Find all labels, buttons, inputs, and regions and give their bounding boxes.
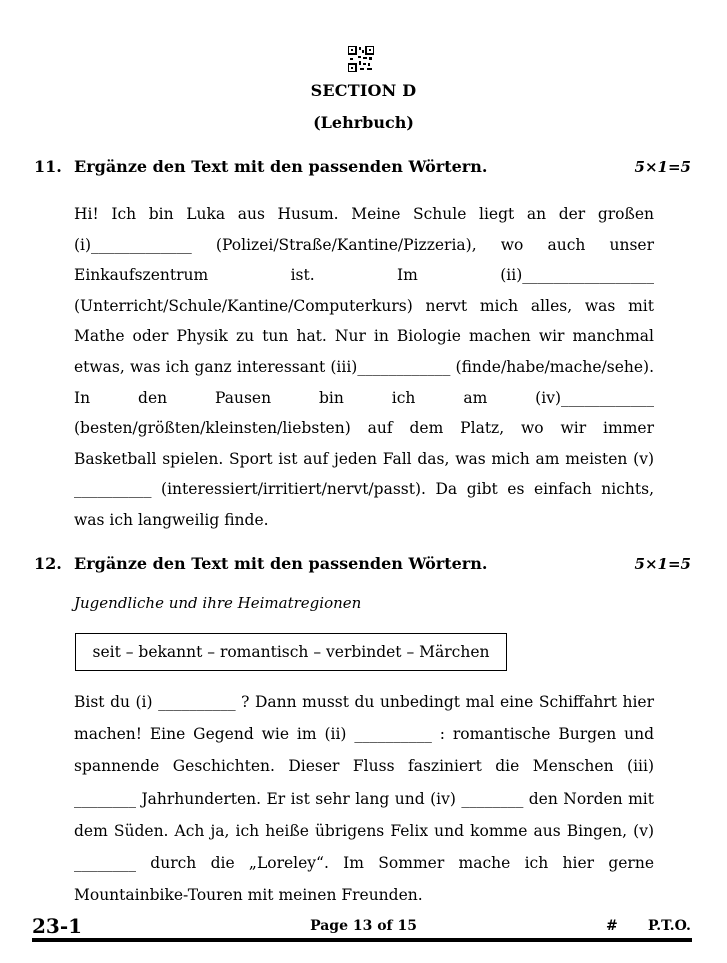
- question-11-instruction: Ergänze den Text mit den passenden Wörtern.: [74, 157, 488, 176]
- question-11-number: 11.: [34, 157, 62, 176]
- word-box: [75, 633, 507, 671]
- hash-mark: #: [606, 918, 618, 934]
- qr-code-icon: [348, 46, 374, 72]
- section-title: SECTION D: [310, 81, 417, 100]
- question-11-text: Hi! Ich bin Luka aus Husum. Meine Schule liegt an der großen (i)_____________ (Polizei/Straße/Kantine/Pizzeria), wo auch unser Einkaufszentrum ist. Im (ii)_________________ (Unterricht/Schule/Kantine/Computerkurs) nervt mich alles, was mit Mathe oder Physik zu tun hat. Nur in Biologie machen wir manchmal etwas, was ich ganz interessant (iii)____________ (finde/habe/mache/sehe). In den Pausen bin ich am (iv)____________ (besten/größten/kleinsten/liebsten) auf dem Platz, wo wir immer Basketball spielen. Sport ist auf jeden Fall das, was mich am meisten (v) __________ (interessiert/irritiert/nervt/passt). Da gibt es einfach nichts, was ich langweilig finde.: [74, 205, 654, 529]
- page-number: Page 13 of 15: [310, 918, 417, 934]
- footer-rule: [32, 938, 692, 942]
- question-12-text: Bist du (i) __________ ? Dann musst du unbedingt mal eine Schiffahrt hier machen! Eine Gegend wie im (ii) __________ : romantische Burgen und spannende Geschichten. Dieser Fluss fasziniert die Menschen (iii) ________ Jahrhunderten. Er ist sehr lang und (iv) ________ den Norden mit dem Süden. Ach ja, ich heiße übrigens Felix und komme aus Bingen, (v) ________ durch die „Loreley“. Im Sommer mache ich hier gerne Mountainbike-Touren mit meinen Freunden.: [74, 693, 654, 905]
- question-12-subtitle: Jugendliche und ihre Heimatregionen: [74, 594, 362, 612]
- question-12-number: 12.: [34, 554, 62, 573]
- word-box-text: seit – bekannt – romantisch – verbindet – Märchen: [92, 643, 490, 661]
- section-subtitle: (Lehrbuch): [313, 113, 414, 132]
- question-12-marks: 5×1=5: [634, 555, 691, 573]
- question-12-instruction: Ergänze den Text mit den passenden Wörtern.: [74, 554, 488, 573]
- paper-code: 23-1: [32, 914, 83, 938]
- pto-label: P.T.O.: [648, 918, 691, 934]
- question-11-marks: 5×1=5: [634, 158, 691, 176]
